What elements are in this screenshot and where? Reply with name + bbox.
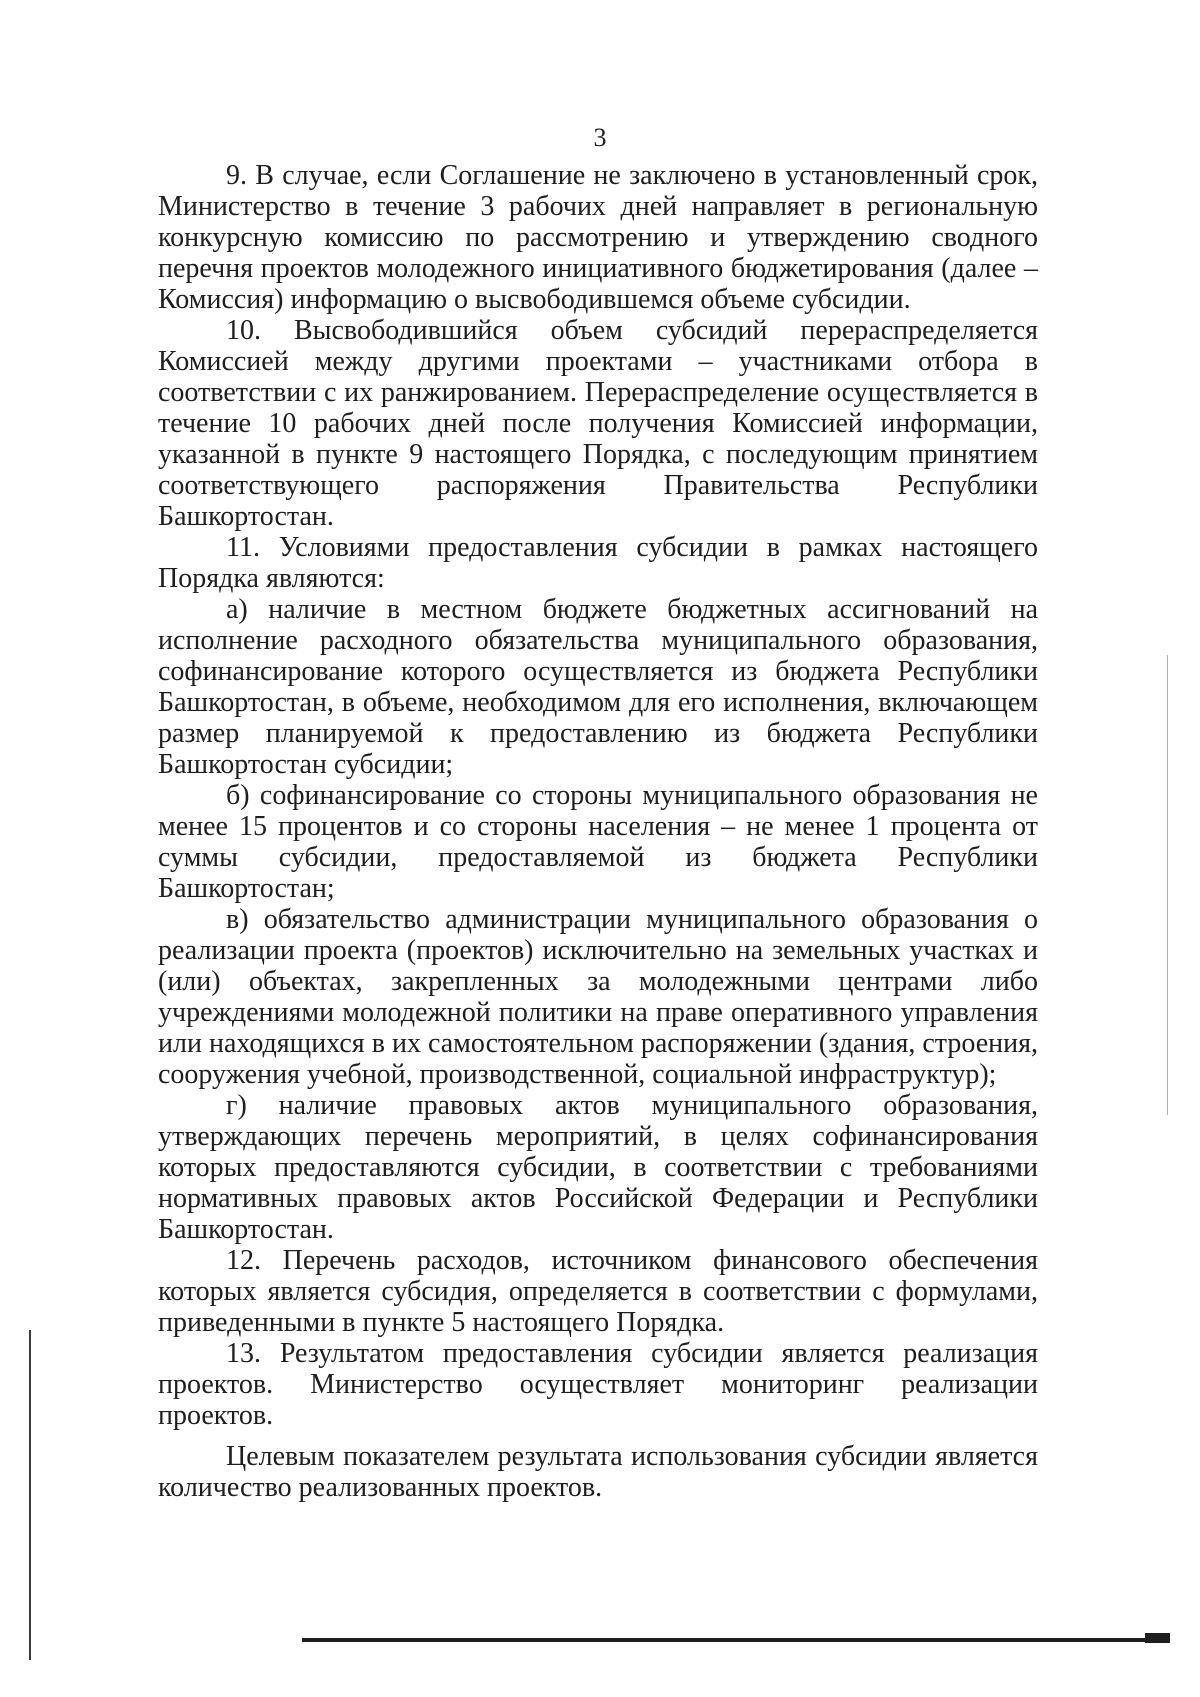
paragraph-11-g: г) наличие правовых актов муниципального образования, утверждающих перечень мероприятий, в целях софинансирования которых предоставляются субсидии, в соответствии с требованиями нормативных правовых актов Российской Федерации и Республики Башкортостан. [158,1090,1038,1245]
paragraph-13: 13. Результатом предоставления субсидии является реализация проектов. Министерство осуществляет мониторинг реализации проектов. [158,1338,1038,1431]
paragraph-9: 9. В случае, если Соглашение не заключено в установленный срок, Министерство в течение 3 рабочих дней направляет в региональную конкурсную комиссию по рассмотрению и утверждению сводного перечня проектов молодежного инициативного бюджетирования (далее – Комиссия) информацию о высвободившемся объеме субсидии. [158,160,1038,315]
page-number: 3 [593,123,607,152]
scan-edge-line-right [1167,655,1168,1115]
paragraph-11-b: б) софинансирование со стороны муниципального образования не менее 15 процентов и со стороны населения – не менее 1 процента от суммы субсидии, предоставляемой из бюджета Республики Башкортостан; [158,780,1038,904]
footer-rule [302,1638,1170,1642]
paragraph-11: 11. Условиями предоставления субсидии в рамках настоящего Порядка являются: [158,532,1038,594]
footer-rule-end [1145,1633,1170,1643]
paragraph-10: 10. Высвободившийся объем субсидий перераспределяется Комиссией между другими проектами – участниками отбора в соответствии с их ранжированием. Перераспределение осуществляется в течение 10 рабочих дней после получения Комиссией информации, указанной в пункте 9 настоящего Порядка, с последующим принятием соответствующего распоряжения Правительства Республики Башкортостан. [158,315,1038,532]
paragraph-11-a: а) наличие в местном бюджете бюджетных ассигнований на исполнение расходного обязательства муниципального образования, софинансирование которого осуществляется из бюджета Республики Башкортостан, в объеме, необходимом для его исполнения, включающем размер планируемой к предоставлению из бюджета Республики Башкортостан субсидии; [158,594,1038,780]
scan-edge-line-left [29,1330,31,1660]
document-body [158,160,1038,1503]
paragraph-12: 12. Перечень расходов, источником финансового обеспечения которых является субсидия, определяется в соответствии с формулами, приведенными в пункте 5 настоящего Порядка. [158,1245,1038,1338]
paragraph-target-indicator: Целевым показателем результата использования субсидии является количество реализованных проектов. [158,1441,1038,1503]
paragraph-11-v: в) обязательство администрации муниципального образования о реализации проекта (проектов) исключительно на земельных участках и (или) объектах, закрепленных за молодежными центрами либо учреждениями молодежной политики на праве оперативного управления или находящихся в их самостоятельном распоряжении (здания, строения, сооружения учебной, производственной, социальной инфраструктур); [158,904,1038,1090]
